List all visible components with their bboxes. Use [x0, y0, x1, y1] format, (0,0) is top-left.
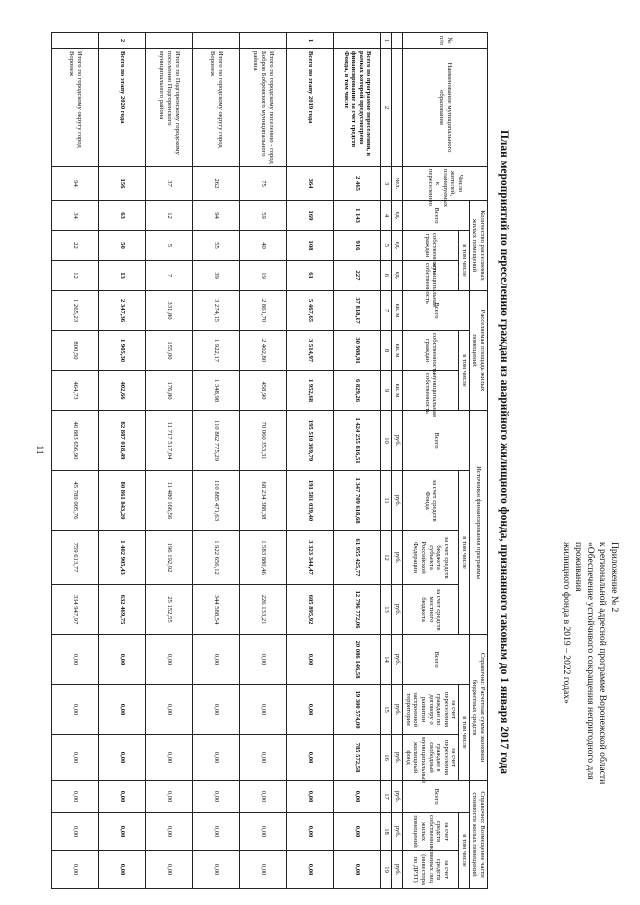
column-number-cell: 6 — [381, 261, 392, 291]
header-econ-a: за счет переселения граждан по договору о развитии застроенной территории — [403, 685, 459, 735]
header-regional: за счет средств бюджета субъекта Российской Федерации — [403, 531, 459, 585]
header-total: Всего — [403, 781, 470, 813]
value-cell: 5 — [146, 231, 193, 261]
header-incl: в том числе — [459, 471, 470, 635]
value-cell: 61 — [287, 261, 334, 291]
value-cell: 916 — [334, 231, 381, 261]
value-cell: 0,00 — [146, 851, 193, 889]
header-premises-count: Количество расселяемых жилых помещений — [469, 201, 487, 291]
row-number: 2 — [99, 33, 146, 49]
header-econ-b: за счет переселения граждан в свободный муниципальный жилищный фонд — [403, 735, 459, 781]
value-cell: 458,90 — [240, 371, 287, 411]
value-cell: 0,00 — [193, 635, 240, 685]
value-cell: 80 861 843,20 — [99, 471, 146, 531]
appendix-line: жилищного фонда в 2019 – 2022 годах» — [561, 542, 573, 704]
column-number-cell: 4 — [381, 201, 392, 231]
header-private: собственность граждан — [403, 231, 459, 261]
appendix-line: Приложение № 2 — [609, 542, 620, 613]
value-cell: 50 — [99, 231, 146, 261]
value-cell: 1 952,68 — [287, 371, 334, 411]
value-cell: 156 — [99, 167, 146, 201]
table-row — [146, 33, 193, 889]
header-total: Всего — [403, 291, 470, 331]
header-fund: за счет средств Фонда — [403, 471, 459, 531]
unit-cell: руб. — [392, 585, 403, 635]
row-number: 1 — [287, 33, 334, 49]
table-row — [240, 33, 287, 889]
plan-table — [51, 32, 488, 889]
value-cell: 155,00 — [146, 331, 193, 371]
header-financing: Источники финансирования программы — [469, 411, 487, 635]
value-cell: 1 348,98 — [193, 371, 240, 411]
value-cell: 3 274,15 — [193, 291, 240, 331]
page-number: 11 — [35, 445, 45, 455]
header-total: Всего — [403, 635, 470, 685]
header-people: Число жителей, планируемых к переселению — [403, 167, 488, 201]
value-cell: 331,80 — [146, 291, 193, 331]
value-cell: 262 — [193, 167, 240, 201]
value-cell: 11 717 517,04 — [146, 411, 193, 471]
value-cell: 1 583 880,46 — [240, 531, 287, 585]
units-row — [392, 33, 403, 889]
value-cell: 0,00 — [287, 685, 334, 735]
value-cell: 22 — [52, 231, 99, 261]
value-cell: 0,00 — [99, 813, 146, 851]
value-cell: 68 234 388,38 — [240, 471, 287, 531]
value-cell: 108 — [287, 231, 334, 261]
header-premises-area: Расселяемая площадь жилых помещений — [469, 291, 487, 411]
value-cell: 0,00 — [334, 781, 381, 813]
value-cell: 196 192,92 — [146, 531, 193, 585]
column-number-cell: 2 — [381, 49, 392, 167]
column-number-cell: 13 — [381, 585, 392, 635]
value-cell: 785 572,58 — [334, 735, 381, 781]
value-cell: 61 955 425,77 — [334, 531, 381, 585]
value-cell: 5 467,65 — [287, 291, 334, 331]
value-cell: 59 — [240, 201, 287, 231]
value-cell: 0,00 — [146, 635, 193, 685]
header-municipal: муниципальная собственность — [403, 371, 459, 411]
value-cell: 227 — [334, 261, 381, 291]
value-cell: 70 060 353,31 — [240, 411, 287, 471]
document-title: План мероприятий по переселению граждан из аварийного жилищного фонда, признанного таковым до 1 января 2017 года — [498, 129, 510, 775]
value-cell: 12 — [52, 261, 99, 291]
value-cell: 605 895,92 — [287, 585, 334, 635]
value-cell: 110 862 775,29 — [193, 411, 240, 471]
value-cell: 334 947,97 — [52, 585, 99, 635]
value-cell: 0,00 — [193, 685, 240, 735]
value-cell: 37 — [146, 167, 193, 201]
value-cell: 0,00 — [52, 685, 99, 735]
value-cell: 344 588,54 — [193, 585, 240, 635]
unit-cell: руб. — [392, 813, 403, 851]
row-number — [146, 33, 193, 49]
value-cell: 7 — [146, 261, 193, 291]
row-name: Всего по программе переселения, в рамках которой предусмотрено финансирование за счет средств Фонда, в том числе — [334, 49, 381, 167]
unit-cell: чел. — [392, 167, 403, 201]
value-cell: 0,00 — [287, 735, 334, 781]
value-cell: 1 922,17 — [193, 331, 240, 371]
unit-cell — [392, 49, 403, 167]
row-name: Итого по Подгоренскому городскому поселению Подгоренского муниципального района — [146, 49, 193, 167]
header-incl: в том числе — [459, 685, 470, 781]
value-cell: 12 796 772,06 — [334, 585, 381, 635]
value-cell: 0,00 — [99, 685, 146, 735]
value-cell: 94 — [193, 201, 240, 231]
unit-cell: кв. м — [392, 371, 403, 411]
row-name: Итого по городскому поселению - город Бобров Бобровского муниципального района — [240, 49, 287, 167]
unit-cell: руб. — [392, 781, 403, 813]
value-cell: 195 510 369,79 — [287, 411, 334, 471]
unit-cell: руб. — [392, 685, 403, 735]
unit-cell: кв. м — [392, 291, 403, 331]
value-cell: 6 829,26 — [334, 371, 381, 411]
value-cell: 110 885 471,63 — [193, 471, 240, 531]
value-cell: 800,50 — [52, 331, 99, 371]
header-comp-b: за счет средств иных лиц (инвестора по ДРЗТ) — [403, 851, 459, 889]
value-cell: 0,00 — [193, 851, 240, 889]
value-cell: 759 613,77 — [52, 531, 99, 585]
column-number-cell: 18 — [381, 813, 392, 851]
value-cell: 0,00 — [240, 685, 287, 735]
header-num: № п/п — [403, 33, 488, 49]
value-cell: 0,00 — [287, 851, 334, 889]
unit-cell: руб. — [392, 635, 403, 685]
value-cell: 0,00 — [52, 851, 99, 889]
value-cell: 0,00 — [146, 813, 193, 851]
value-cell: 40 — [240, 231, 287, 261]
row-number — [52, 33, 99, 49]
header-private: собственность граждан — [403, 331, 459, 371]
table-row — [99, 33, 146, 889]
value-cell: 45 789 005,76 — [52, 471, 99, 531]
value-cell: 11 480 166,56 — [146, 471, 193, 531]
value-cell: 20 086 146,58 — [334, 635, 381, 685]
value-cell: 0,00 — [52, 781, 99, 813]
value-cell: 2 402,80 — [240, 331, 287, 371]
header-comp-a: за счет средств собственников жилых помещений — [403, 813, 459, 851]
value-cell: 0,00 — [99, 635, 146, 685]
unit-cell: ед. — [392, 231, 403, 261]
value-cell: 30 988,91 — [334, 331, 381, 371]
column-number-cell: 1 — [381, 33, 392, 49]
value-cell: 0,00 — [287, 781, 334, 813]
column-number-cell: 8 — [381, 331, 392, 371]
value-cell: 191 581 039,40 — [287, 471, 334, 531]
value-cell: 37 818,17 — [334, 291, 381, 331]
header-total: Всего — [403, 411, 470, 471]
value-cell: 0,00 — [52, 735, 99, 781]
column-number-cell: 7 — [381, 291, 392, 331]
value-cell: 0,00 — [193, 813, 240, 851]
column-number-cell: 17 — [381, 781, 392, 813]
header-incl: в том числе — [459, 331, 470, 411]
row-number — [334, 33, 381, 49]
row-name: Всего по этапу 2020 года — [99, 49, 146, 167]
table-body — [52, 33, 381, 889]
value-cell: 1 922 656,12 — [193, 531, 240, 585]
header-incl: в том числе — [459, 231, 470, 291]
value-cell: 13 — [99, 261, 146, 291]
value-cell: 94 — [52, 167, 99, 201]
value-cell: 176,80 — [146, 371, 193, 411]
row-name: Итого по городскому округу город Воронеж — [193, 49, 240, 167]
unit-cell: руб. — [392, 411, 403, 471]
column-number-cell: 10 — [381, 411, 392, 471]
header-total: Всего — [403, 201, 470, 231]
value-cell: 2 347,36 — [99, 291, 146, 331]
value-cell: 2 861,70 — [240, 291, 287, 331]
value-cell: 1 905,30 — [99, 331, 146, 371]
unit-cell: руб. — [392, 471, 403, 531]
column-numbers-row — [381, 33, 392, 889]
header-municipal: муниципальная собственность — [403, 261, 459, 291]
value-cell: 19 — [240, 261, 287, 291]
value-cell: 0,00 — [287, 813, 334, 851]
value-cell: 364 — [287, 167, 334, 201]
value-cell: 46 883 656,90 — [52, 411, 99, 471]
value-cell: 75 — [240, 167, 287, 201]
value-cell: 0,00 — [99, 781, 146, 813]
table-row — [334, 33, 381, 889]
header-name: Наименование муниципального образования — [403, 49, 488, 167]
value-cell: 0,00 — [52, 635, 99, 685]
header-incl: в том числе — [459, 813, 470, 889]
value-cell: 0,00 — [193, 781, 240, 813]
value-cell: 0,00 — [287, 635, 334, 685]
value-cell: 1 143 — [334, 201, 381, 231]
landscape-page — [10, 12, 630, 892]
value-cell: 19 300 574,00 — [334, 685, 381, 735]
value-cell: 0,00 — [99, 851, 146, 889]
value-cell: 0,00 — [146, 781, 193, 813]
value-cell: 0,00 — [334, 813, 381, 851]
unit-cell: ед. — [392, 201, 403, 231]
value-cell: 12 — [146, 201, 193, 231]
appendix-block — [560, 542, 620, 822]
row-name: Всего по этапу 2019 года — [287, 49, 334, 167]
value-cell: 2 465 — [334, 167, 381, 201]
value-cell: 3 514,97 — [287, 331, 334, 371]
value-cell: 464,73 — [52, 371, 99, 411]
value-cell: 0,00 — [334, 851, 381, 889]
value-cell: 0,00 — [240, 851, 287, 889]
header-local: за счет средств местного бюджета — [403, 585, 459, 635]
value-cell: 34 — [52, 201, 99, 231]
value-cell: 1 424 255 816,51 — [334, 411, 381, 471]
value-cell: 1 402 905,43 — [99, 531, 146, 585]
value-cell: 0,00 — [193, 735, 240, 781]
value-cell: 0,00 — [146, 685, 193, 735]
value-cell: 3 323 344,47 — [287, 531, 334, 585]
value-cell: 1 265,23 — [52, 291, 99, 331]
value-cell: 0,00 — [240, 781, 287, 813]
value-cell: 0,00 — [52, 813, 99, 851]
row-name: Итого по городскому округу город Воронеж — [52, 49, 99, 167]
value-cell: 0,00 — [240, 735, 287, 781]
column-number-cell: 15 — [381, 685, 392, 735]
value-cell: 632 469,75 — [99, 585, 146, 635]
value-cell: 0,00 — [146, 735, 193, 781]
value-cell: 1 347 709 618,68 — [334, 471, 381, 531]
value-cell: 0,00 — [240, 635, 287, 685]
appendix-line: к региональной адресной программе Воронежской области — [597, 542, 609, 785]
value-cell: 0,00 — [99, 735, 146, 781]
unit-cell — [392, 33, 403, 49]
column-number-cell: 14 — [381, 635, 392, 685]
column-number-cell: 3 — [381, 167, 392, 201]
column-number-cell: 9 — [381, 371, 392, 411]
column-number-cell: 12 — [381, 531, 392, 585]
row-number — [240, 33, 287, 49]
table-row — [287, 33, 334, 889]
table-row — [193, 33, 240, 889]
appendix-line: «Обеспечение устойчивого сокращения непригодного для проживания — [573, 542, 597, 780]
row-number — [193, 33, 240, 49]
value-cell: 82 887 018,49 — [99, 411, 146, 471]
unit-cell: руб. — [392, 851, 403, 889]
value-cell: 39 — [193, 261, 240, 291]
value-cell: 402,66 — [99, 371, 146, 411]
table-row — [52, 33, 99, 889]
unit-cell: руб. — [392, 531, 403, 585]
column-number-cell: 5 — [381, 231, 392, 261]
header-reference2: Справочно: Возмещение части стоимости жилых помещений — [469, 781, 487, 889]
value-cell: 63 — [99, 201, 146, 231]
value-cell: 0,00 — [240, 813, 287, 851]
unit-cell: руб. — [392, 735, 403, 781]
value-cell: 226 133,21 — [240, 585, 287, 635]
column-number-cell: 11 — [381, 471, 392, 531]
unit-cell: ед. — [392, 261, 403, 291]
value-cell: 169 — [287, 201, 334, 231]
value-cell: 25 152,55 — [146, 585, 193, 635]
column-number-cell: 19 — [381, 851, 392, 889]
header-reference: Справочно: Расчетная сумма экономии бюджетных средств — [469, 635, 487, 781]
value-cell: 55 — [193, 231, 240, 261]
column-number-cell: 16 — [381, 735, 392, 781]
unit-cell: кв. м — [392, 331, 403, 371]
